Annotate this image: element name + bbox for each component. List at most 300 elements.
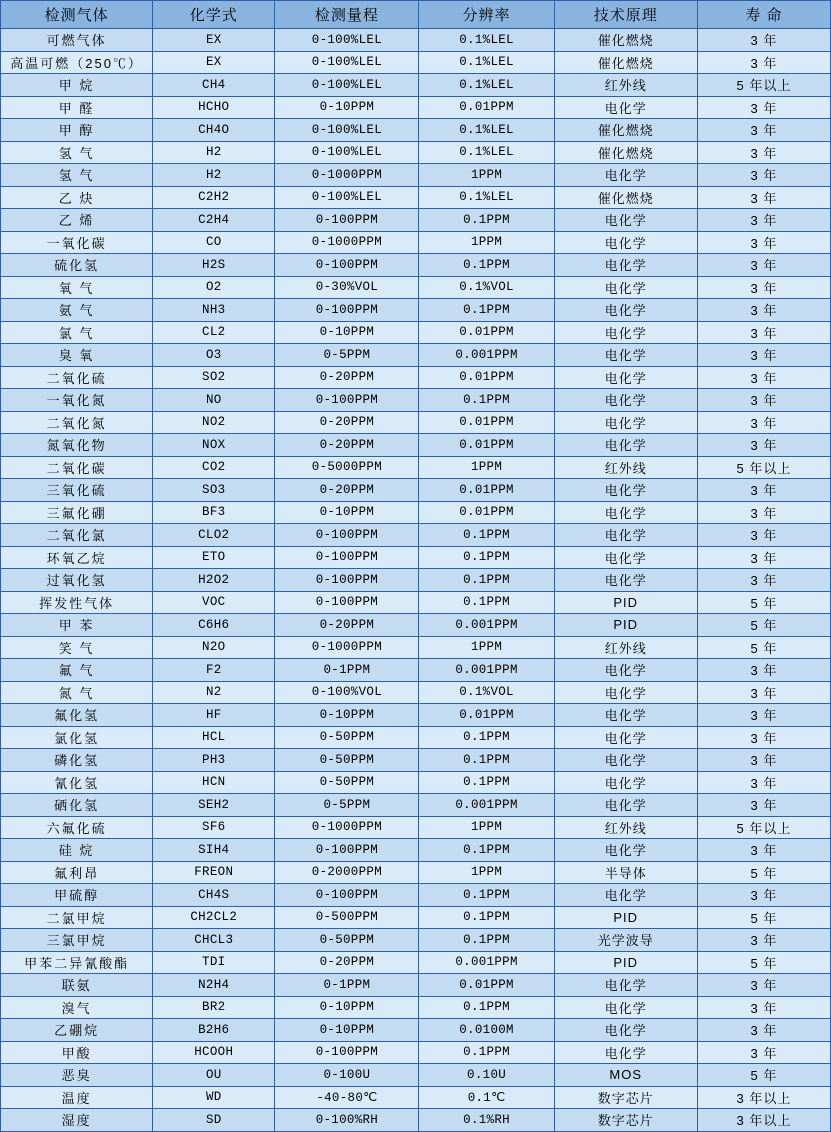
cell-lifetime: 3 年 bbox=[697, 524, 830, 547]
cell-resolution: 0.1PPM bbox=[419, 906, 554, 929]
cell-formula: SF6 bbox=[153, 816, 275, 839]
cell-gas-name: 湿度 bbox=[1, 1109, 153, 1132]
cell-lifetime: 3 年 bbox=[697, 659, 830, 682]
cell-range: 0-1000PPM bbox=[275, 636, 419, 659]
cell-resolution: 0.1PPM bbox=[419, 209, 554, 232]
table-row bbox=[1, 51, 831, 74]
cell-resolution: 0.01PPM bbox=[419, 434, 554, 457]
cell-range: 0-20PPM bbox=[275, 366, 419, 389]
column-header-resolution: 分辨率 bbox=[419, 1, 554, 29]
table-row bbox=[1, 209, 831, 232]
table-row bbox=[1, 614, 831, 637]
cell-formula: SEH2 bbox=[153, 794, 275, 817]
cell-lifetime: 5 年 bbox=[697, 614, 830, 637]
cell-formula: HCOOH bbox=[153, 1041, 275, 1064]
cell-formula: HF bbox=[153, 704, 275, 727]
cell-gas-name: 二氯甲烷 bbox=[1, 906, 153, 929]
cell-resolution: 0.1%LEL bbox=[419, 74, 554, 97]
cell-formula: C2H4 bbox=[153, 209, 275, 232]
cell-technology: 数字芯片 bbox=[554, 1086, 697, 1109]
cell-formula: H2 bbox=[153, 164, 275, 187]
cell-range: 0-100PPM bbox=[275, 839, 419, 862]
table-row bbox=[1, 951, 831, 974]
column-header-formula: 化学式 bbox=[153, 1, 275, 29]
cell-formula: O3 bbox=[153, 344, 275, 367]
cell-technology: 电化学 bbox=[554, 996, 697, 1019]
cell-technology: 红外线 bbox=[554, 816, 697, 839]
cell-formula: CH4 bbox=[153, 74, 275, 97]
cell-gas-name: 甲硫醇 bbox=[1, 884, 153, 907]
cell-formula: EX bbox=[153, 29, 275, 52]
cell-range: 0-10PPM bbox=[275, 96, 419, 119]
cell-technology: 电化学 bbox=[554, 659, 697, 682]
cell-lifetime: 5 年以上 bbox=[697, 816, 830, 839]
cell-gas-name: 二氧化氮 bbox=[1, 411, 153, 434]
cell-technology: 催化燃烧 bbox=[554, 29, 697, 52]
table-row bbox=[1, 681, 831, 704]
cell-resolution: 0.01PPM bbox=[419, 321, 554, 344]
cell-range: 0-500PPM bbox=[275, 906, 419, 929]
cell-lifetime: 3 年 bbox=[697, 96, 830, 119]
cell-gas-name: 氟 气 bbox=[1, 659, 153, 682]
cell-resolution: 0.1PPM bbox=[419, 389, 554, 412]
cell-gas-name: 硅 烷 bbox=[1, 839, 153, 862]
cell-lifetime: 3 年以上 bbox=[697, 1109, 830, 1132]
cell-formula: SD bbox=[153, 1109, 275, 1132]
table-row bbox=[1, 276, 831, 299]
cell-range: 0-5PPM bbox=[275, 794, 419, 817]
cell-lifetime: 3 年 bbox=[697, 321, 830, 344]
table-row bbox=[1, 254, 831, 277]
cell-range: 0-100%LEL bbox=[275, 74, 419, 97]
cell-range: 0-1000PPM bbox=[275, 816, 419, 839]
cell-gas-name: 笑 气 bbox=[1, 636, 153, 659]
cell-lifetime: 3 年 bbox=[697, 681, 830, 704]
table-row bbox=[1, 119, 831, 142]
table-row bbox=[1, 794, 831, 817]
cell-formula: VOC bbox=[153, 591, 275, 614]
table-row bbox=[1, 569, 831, 592]
cell-lifetime: 3 年 bbox=[697, 299, 830, 322]
table-row bbox=[1, 884, 831, 907]
cell-resolution: 0.1℃ bbox=[419, 1086, 554, 1109]
table-row bbox=[1, 366, 831, 389]
table-row bbox=[1, 389, 831, 412]
cell-gas-name: 氢 气 bbox=[1, 141, 153, 164]
cell-technology: 数字芯片 bbox=[554, 1109, 697, 1132]
cell-technology: 光学波导 bbox=[554, 929, 697, 952]
cell-technology: PID bbox=[554, 906, 697, 929]
cell-formula: CO2 bbox=[153, 456, 275, 479]
cell-formula: WD bbox=[153, 1086, 275, 1109]
cell-resolution: 0.1%VOL bbox=[419, 681, 554, 704]
cell-formula: BR2 bbox=[153, 996, 275, 1019]
cell-formula: O2 bbox=[153, 276, 275, 299]
cell-formula: SO2 bbox=[153, 366, 275, 389]
table-row bbox=[1, 771, 831, 794]
cell-technology: 红外线 bbox=[554, 636, 697, 659]
cell-lifetime: 3 年 bbox=[697, 749, 830, 772]
cell-lifetime: 5 年以上 bbox=[697, 456, 830, 479]
cell-gas-name: 三氟化硼 bbox=[1, 501, 153, 524]
cell-lifetime: 3 年 bbox=[697, 929, 830, 952]
cell-formula: B2H6 bbox=[153, 1019, 275, 1042]
cell-resolution: 0.1PPM bbox=[419, 839, 554, 862]
table-row bbox=[1, 816, 831, 839]
table-row bbox=[1, 974, 831, 997]
cell-lifetime: 3 年 bbox=[697, 366, 830, 389]
cell-lifetime: 3 年 bbox=[697, 726, 830, 749]
cell-resolution: 0.001PPM bbox=[419, 344, 554, 367]
column-header-range: 检测量程 bbox=[275, 1, 419, 29]
cell-technology: 电化学 bbox=[554, 681, 697, 704]
cell-technology: PID bbox=[554, 614, 697, 637]
cell-technology: 电化学 bbox=[554, 974, 697, 997]
cell-technology: 电化学 bbox=[554, 299, 697, 322]
cell-range: 0-1000PPM bbox=[275, 164, 419, 187]
cell-gas-name: 氯化氢 bbox=[1, 726, 153, 749]
cell-gas-name: 联氨 bbox=[1, 974, 153, 997]
cell-lifetime: 3 年 bbox=[697, 479, 830, 502]
cell-resolution: 0.1PPM bbox=[419, 1041, 554, 1064]
cell-gas-name: 硒化氢 bbox=[1, 794, 153, 817]
cell-resolution: 0.01PPM bbox=[419, 501, 554, 524]
table-row bbox=[1, 906, 831, 929]
cell-formula: C6H6 bbox=[153, 614, 275, 637]
cell-resolution: 0.1%LEL bbox=[419, 29, 554, 52]
cell-technology: 电化学 bbox=[554, 321, 697, 344]
cell-gas-name: 甲酸 bbox=[1, 1041, 153, 1064]
cell-gas-name: 甲 醇 bbox=[1, 119, 153, 142]
cell-resolution: 0.1PPM bbox=[419, 591, 554, 614]
cell-gas-name: 臭 氧 bbox=[1, 344, 153, 367]
cell-range: 0-1PPM bbox=[275, 659, 419, 682]
cell-formula: N2 bbox=[153, 681, 275, 704]
cell-gas-name: 甲 醛 bbox=[1, 96, 153, 119]
cell-formula: N2O bbox=[153, 636, 275, 659]
cell-resolution: 0.1PPM bbox=[419, 884, 554, 907]
table-row bbox=[1, 321, 831, 344]
cell-formula: CH2CL2 bbox=[153, 906, 275, 929]
cell-resolution: 0.01PPM bbox=[419, 974, 554, 997]
cell-formula: NH3 bbox=[153, 299, 275, 322]
cell-resolution: 0.1PPM bbox=[419, 996, 554, 1019]
cell-resolution: 0.1PPM bbox=[419, 726, 554, 749]
cell-lifetime: 5 年 bbox=[697, 861, 830, 884]
cell-technology: 电化学 bbox=[554, 884, 697, 907]
cell-lifetime: 3 年 bbox=[697, 209, 830, 232]
cell-formula: H2O2 bbox=[153, 569, 275, 592]
cell-range: 0-50PPM bbox=[275, 749, 419, 772]
cell-lifetime: 3 年 bbox=[697, 974, 830, 997]
cell-range: 0-5000PPM bbox=[275, 456, 419, 479]
cell-lifetime: 3 年 bbox=[697, 141, 830, 164]
cell-range: 0-100%LEL bbox=[275, 141, 419, 164]
column-header-lifetime: 寿 命 bbox=[697, 1, 830, 29]
cell-resolution: 0.01PPM bbox=[419, 479, 554, 502]
cell-resolution: 0.1PPM bbox=[419, 546, 554, 569]
cell-lifetime: 5 年 bbox=[697, 1064, 830, 1087]
cell-formula: PH3 bbox=[153, 749, 275, 772]
cell-technology: 电化学 bbox=[554, 434, 697, 457]
cell-lifetime: 3 年以上 bbox=[697, 1086, 830, 1109]
cell-gas-name: 甲苯二异氰酸酯 bbox=[1, 951, 153, 974]
cell-gas-name: 氟化氢 bbox=[1, 704, 153, 727]
cell-technology: 电化学 bbox=[554, 524, 697, 547]
cell-range: 0-100PPM bbox=[275, 254, 419, 277]
table-body bbox=[1, 29, 831, 1132]
table-row bbox=[1, 186, 831, 209]
cell-resolution: 1PPM bbox=[419, 816, 554, 839]
cell-gas-name: 挥发性气体 bbox=[1, 591, 153, 614]
cell-gas-name: 乙 烯 bbox=[1, 209, 153, 232]
cell-range: 0-10PPM bbox=[275, 996, 419, 1019]
cell-lifetime: 3 年 bbox=[697, 254, 830, 277]
cell-formula: CO bbox=[153, 231, 275, 254]
cell-formula: EX bbox=[153, 51, 275, 74]
cell-technology: 电化学 bbox=[554, 164, 697, 187]
cell-range: 0-10PPM bbox=[275, 704, 419, 727]
table-row bbox=[1, 546, 831, 569]
cell-range: 0-1000PPM bbox=[275, 231, 419, 254]
cell-lifetime: 3 年 bbox=[697, 164, 830, 187]
cell-gas-name: 氰化氢 bbox=[1, 771, 153, 794]
table-row bbox=[1, 636, 831, 659]
cell-range: 0-100PPM bbox=[275, 884, 419, 907]
cell-resolution: 0.01PPM bbox=[419, 366, 554, 389]
cell-resolution: 1PPM bbox=[419, 164, 554, 187]
cell-lifetime: 3 年 bbox=[697, 704, 830, 727]
cell-gas-name: 环氧乙烷 bbox=[1, 546, 153, 569]
cell-resolution: 0.001PPM bbox=[419, 951, 554, 974]
cell-resolution: 0.0100M bbox=[419, 1019, 554, 1042]
cell-resolution: 0.001PPM bbox=[419, 794, 554, 817]
cell-range: 0-5PPM bbox=[275, 344, 419, 367]
cell-lifetime: 3 年 bbox=[697, 411, 830, 434]
cell-lifetime: 5 年 bbox=[697, 591, 830, 614]
cell-technology: 电化学 bbox=[554, 1019, 697, 1042]
cell-resolution: 0.1PPM bbox=[419, 569, 554, 592]
cell-range: 0-10PPM bbox=[275, 501, 419, 524]
table-row bbox=[1, 591, 831, 614]
cell-gas-name: 一氧化碳 bbox=[1, 231, 153, 254]
table-row bbox=[1, 299, 831, 322]
table-row bbox=[1, 434, 831, 457]
cell-range: 0-100%RH bbox=[275, 1109, 419, 1132]
cell-formula: F2 bbox=[153, 659, 275, 682]
cell-range: 0-100%LEL bbox=[275, 119, 419, 142]
cell-gas-name: 甲 烷 bbox=[1, 74, 153, 97]
cell-range: 0-10PPM bbox=[275, 1019, 419, 1042]
cell-resolution: 0.1PPM bbox=[419, 771, 554, 794]
cell-technology: 催化燃烧 bbox=[554, 141, 697, 164]
cell-technology: 电化学 bbox=[554, 704, 697, 727]
cell-formula: CH4O bbox=[153, 119, 275, 142]
cell-formula: SIH4 bbox=[153, 839, 275, 862]
cell-resolution: 0.1PPM bbox=[419, 254, 554, 277]
cell-formula: CLO2 bbox=[153, 524, 275, 547]
cell-formula: C2H2 bbox=[153, 186, 275, 209]
cell-resolution: 1PPM bbox=[419, 861, 554, 884]
cell-technology: 电化学 bbox=[554, 501, 697, 524]
cell-resolution: 0.1PPM bbox=[419, 929, 554, 952]
cell-technology: 电化学 bbox=[554, 389, 697, 412]
cell-gas-name: 氧 气 bbox=[1, 276, 153, 299]
cell-resolution: 0.01PPM bbox=[419, 411, 554, 434]
cell-lifetime: 5 年 bbox=[697, 951, 830, 974]
cell-resolution: 0.1%RH bbox=[419, 1109, 554, 1132]
cell-range: 0-100%VOL bbox=[275, 681, 419, 704]
cell-resolution: 0.1%VOL bbox=[419, 276, 554, 299]
cell-resolution: 0.1%LEL bbox=[419, 51, 554, 74]
cell-formula: HCHO bbox=[153, 96, 275, 119]
cell-range: 0-100PPM bbox=[275, 299, 419, 322]
cell-resolution: 0.001PPM bbox=[419, 614, 554, 637]
cell-range: 0-20PPM bbox=[275, 479, 419, 502]
cell-range: 0-100%LEL bbox=[275, 51, 419, 74]
cell-lifetime: 3 年 bbox=[697, 501, 830, 524]
table-row bbox=[1, 1086, 831, 1109]
cell-range: 0-100PPM bbox=[275, 1041, 419, 1064]
table-row bbox=[1, 659, 831, 682]
table-row bbox=[1, 726, 831, 749]
cell-range: 0-100PPM bbox=[275, 524, 419, 547]
cell-technology: 电化学 bbox=[554, 794, 697, 817]
cell-lifetime: 3 年 bbox=[697, 794, 830, 817]
cell-gas-name: 乙硼烷 bbox=[1, 1019, 153, 1042]
cell-technology: 电化学 bbox=[554, 254, 697, 277]
cell-formula: CL2 bbox=[153, 321, 275, 344]
cell-lifetime: 5 年以上 bbox=[697, 74, 830, 97]
cell-formula: BF3 bbox=[153, 501, 275, 524]
cell-gas-name: 氨 气 bbox=[1, 299, 153, 322]
cell-technology: 电化学 bbox=[554, 96, 697, 119]
table-row bbox=[1, 1109, 831, 1132]
column-header-gas-name: 检测气体 bbox=[1, 1, 153, 29]
cell-technology: 半导体 bbox=[554, 861, 697, 884]
cell-range: 0-20PPM bbox=[275, 434, 419, 457]
cell-technology: 电化学 bbox=[554, 749, 697, 772]
column-header-technology: 技术原理 bbox=[554, 1, 697, 29]
cell-resolution: 0.01PPM bbox=[419, 704, 554, 727]
cell-lifetime: 3 年 bbox=[697, 231, 830, 254]
cell-lifetime: 3 年 bbox=[697, 186, 830, 209]
cell-formula: SO3 bbox=[153, 479, 275, 502]
cell-gas-name: 氯 气 bbox=[1, 321, 153, 344]
cell-technology: 催化燃烧 bbox=[554, 186, 697, 209]
cell-formula: ETO bbox=[153, 546, 275, 569]
cell-range: 0-100PPM bbox=[275, 591, 419, 614]
cell-resolution: 0.01PPM bbox=[419, 96, 554, 119]
cell-resolution: 0.1PPM bbox=[419, 299, 554, 322]
cell-lifetime: 3 年 bbox=[697, 996, 830, 1019]
cell-formula: NO bbox=[153, 389, 275, 412]
cell-lifetime: 3 年 bbox=[697, 276, 830, 299]
cell-range: 0-100PPM bbox=[275, 569, 419, 592]
cell-range: 0-10PPM bbox=[275, 321, 419, 344]
cell-range: 0-100PPM bbox=[275, 389, 419, 412]
cell-gas-name: 二氧化碳 bbox=[1, 456, 153, 479]
table-row bbox=[1, 479, 831, 502]
cell-resolution: 1PPM bbox=[419, 231, 554, 254]
cell-formula: NO2 bbox=[153, 411, 275, 434]
cell-formula: TDI bbox=[153, 951, 275, 974]
cell-technology: 电化学 bbox=[554, 479, 697, 502]
table-row bbox=[1, 929, 831, 952]
cell-lifetime: 3 年 bbox=[697, 569, 830, 592]
cell-formula: FREON bbox=[153, 861, 275, 884]
cell-technology: 电化学 bbox=[554, 839, 697, 862]
cell-range: 0-100PPM bbox=[275, 209, 419, 232]
cell-gas-name: 六氟化硫 bbox=[1, 816, 153, 839]
cell-gas-name: 恶臭 bbox=[1, 1064, 153, 1087]
cell-resolution: 0.1%LEL bbox=[419, 119, 554, 142]
cell-lifetime: 3 年 bbox=[697, 119, 830, 142]
cell-technology: 电化学 bbox=[554, 546, 697, 569]
cell-technology: 电化学 bbox=[554, 209, 697, 232]
cell-gas-name: 乙 炔 bbox=[1, 186, 153, 209]
cell-gas-name: 三氧化硫 bbox=[1, 479, 153, 502]
cell-range: 0-100%LEL bbox=[275, 186, 419, 209]
cell-lifetime: 3 年 bbox=[697, 389, 830, 412]
cell-resolution: 0.1PPM bbox=[419, 749, 554, 772]
cell-technology: 电化学 bbox=[554, 411, 697, 434]
cell-range: 0-100PPM bbox=[275, 546, 419, 569]
cell-resolution: 0.1PPM bbox=[419, 524, 554, 547]
cell-gas-name: 一氧化氮 bbox=[1, 389, 153, 412]
cell-range: 0-2000PPM bbox=[275, 861, 419, 884]
table-row bbox=[1, 164, 831, 187]
cell-technology: PID bbox=[554, 951, 697, 974]
cell-range: 0-50PPM bbox=[275, 771, 419, 794]
cell-gas-name: 三氯甲烷 bbox=[1, 929, 153, 952]
cell-range: 0-50PPM bbox=[275, 726, 419, 749]
table-row bbox=[1, 411, 831, 434]
table-row bbox=[1, 29, 831, 52]
table-row bbox=[1, 1041, 831, 1064]
cell-gas-name: 硫化氢 bbox=[1, 254, 153, 277]
cell-formula: OU bbox=[153, 1064, 275, 1087]
cell-lifetime: 3 年 bbox=[697, 884, 830, 907]
cell-formula: HCN bbox=[153, 771, 275, 794]
cell-gas-name: 二氧化硫 bbox=[1, 366, 153, 389]
cell-gas-name: 氮氧化物 bbox=[1, 434, 153, 457]
cell-technology: 电化学 bbox=[554, 231, 697, 254]
cell-resolution: 0.001PPM bbox=[419, 659, 554, 682]
cell-technology: 电化学 bbox=[554, 276, 697, 299]
cell-technology: 红外线 bbox=[554, 456, 697, 479]
cell-gas-name: 甲 苯 bbox=[1, 614, 153, 637]
cell-range: 0-100U bbox=[275, 1064, 419, 1087]
cell-technology: 电化学 bbox=[554, 366, 697, 389]
cell-formula: N2H4 bbox=[153, 974, 275, 997]
table-row bbox=[1, 861, 831, 884]
cell-gas-name: 氢 气 bbox=[1, 164, 153, 187]
cell-gas-name: 温度 bbox=[1, 1086, 153, 1109]
cell-lifetime: 3 年 bbox=[697, 434, 830, 457]
table-header-row bbox=[1, 1, 831, 29]
cell-gas-name: 溴气 bbox=[1, 996, 153, 1019]
cell-formula: CH4S bbox=[153, 884, 275, 907]
cell-resolution: 0.10U bbox=[419, 1064, 554, 1087]
table-row bbox=[1, 344, 831, 367]
cell-gas-name: 磷化氢 bbox=[1, 749, 153, 772]
cell-formula: CHCL3 bbox=[153, 929, 275, 952]
cell-range: 0-50PPM bbox=[275, 929, 419, 952]
cell-resolution: 1PPM bbox=[419, 636, 554, 659]
cell-technology: 电化学 bbox=[554, 1041, 697, 1064]
cell-resolution: 0.1%LEL bbox=[419, 141, 554, 164]
